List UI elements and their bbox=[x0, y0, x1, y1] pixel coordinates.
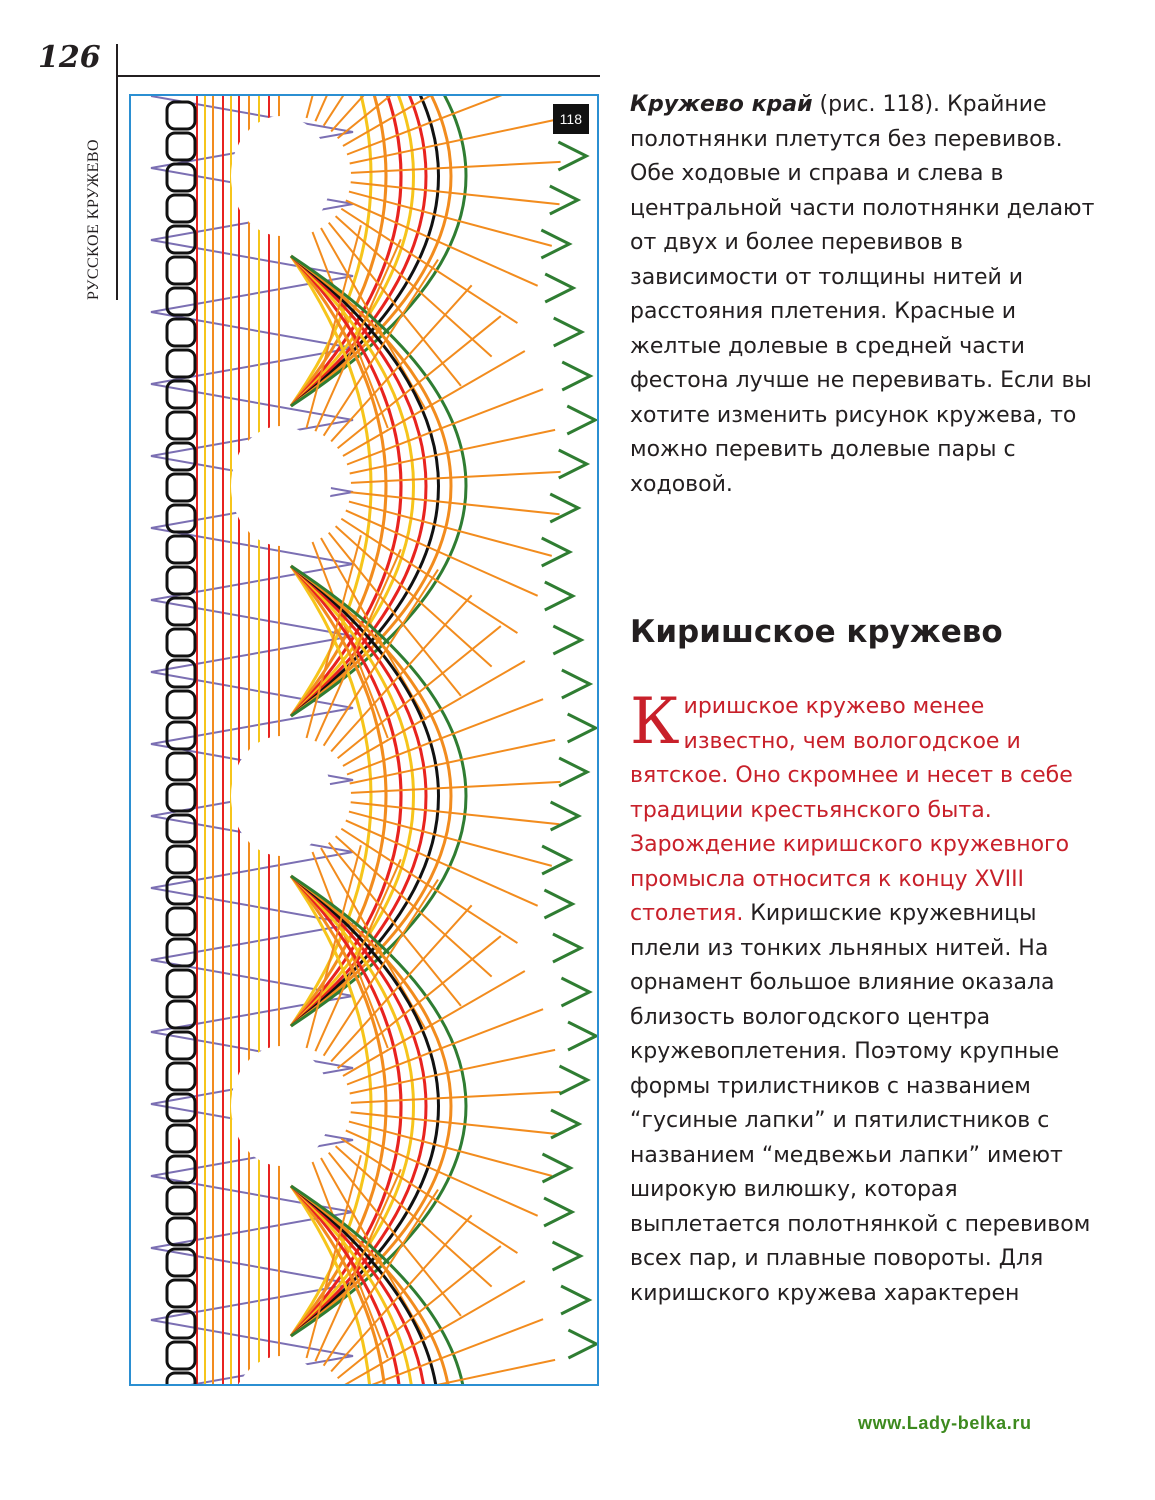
picot-tooth bbox=[553, 1242, 581, 1270]
picot-tooth bbox=[550, 186, 578, 214]
intro-text: (рис. 118). Крайние полотнянки плетутся без перевивов. Обе ходовые и справа и слева в центральной части полотнянки делают от двух и более перевивов в зависимости от толщины нитей и расстояния плетения. Красные и желтые долевые в средней части фестона лучше не перевивать. Если вы хотите изменить рисунок кружева, то можно перевить долевые пары с ходовой. bbox=[630, 92, 1095, 497]
picot-tooth bbox=[542, 538, 570, 566]
picot-tooth bbox=[559, 450, 587, 478]
picot-tooth bbox=[561, 1286, 589, 1314]
chain-link bbox=[167, 350, 195, 377]
scallop-center-opening bbox=[231, 426, 331, 546]
chain-link bbox=[167, 970, 195, 997]
picot-tooth bbox=[559, 758, 587, 786]
chain-link bbox=[167, 133, 195, 160]
scallop-center-opening bbox=[231, 1046, 331, 1166]
picot-tooth bbox=[568, 1330, 596, 1358]
picot-tooth bbox=[568, 714, 596, 742]
chain-link bbox=[167, 846, 195, 873]
chain-link bbox=[167, 443, 195, 470]
scallop-radial-thread bbox=[351, 1092, 561, 1103]
chain-link bbox=[167, 226, 195, 253]
chain-link bbox=[167, 1342, 195, 1369]
scallop-radial-thread bbox=[351, 472, 561, 483]
scallop-center-opening bbox=[231, 736, 331, 856]
chain-link bbox=[167, 753, 195, 780]
intro-paragraph bbox=[630, 88, 1100, 502]
section-body bbox=[630, 685, 1100, 1311]
chain-link bbox=[167, 257, 195, 284]
chain-link bbox=[167, 784, 195, 811]
chain-link bbox=[167, 164, 195, 191]
page-number: 126 bbox=[38, 40, 101, 75]
picot-tooth bbox=[542, 846, 570, 874]
picot-tooth bbox=[551, 802, 579, 830]
chain-link bbox=[167, 536, 195, 563]
chain-link bbox=[167, 598, 195, 625]
scallop-center-opening bbox=[231, 116, 331, 236]
picot-tooth bbox=[560, 1066, 588, 1094]
chain-link bbox=[167, 474, 195, 501]
chain-link bbox=[167, 288, 195, 315]
chain-link bbox=[167, 1063, 195, 1090]
section-red-text: иришское кружево менее известно, чем вологодское и вятское. Оно скромнее и несет в себе традиции крестьянского быта. Зарождение киришского кружевного промысла относится к концу XVIII столетия. bbox=[630, 694, 1073, 926]
figure-number-badge: 118 bbox=[553, 104, 589, 134]
picot-tooth bbox=[550, 494, 578, 522]
chain-link bbox=[167, 195, 195, 222]
lace-pattern-figure bbox=[129, 94, 599, 1386]
picot-tooth bbox=[553, 934, 581, 962]
picot-tooth bbox=[567, 406, 595, 434]
scallop-radial-thread bbox=[351, 782, 561, 793]
chain-link bbox=[167, 722, 195, 749]
picot-tooth bbox=[568, 1022, 596, 1050]
intro-lead: Кружево край bbox=[630, 92, 813, 117]
header-rule bbox=[118, 75, 600, 77]
lace-diagram bbox=[131, 96, 597, 1384]
picot-tooth bbox=[554, 318, 582, 346]
chain-link bbox=[167, 908, 195, 935]
picot-tooth bbox=[561, 978, 589, 1006]
chain-link bbox=[167, 381, 195, 408]
picot-tooth bbox=[544, 1198, 572, 1226]
section-title: Киришское кружево bbox=[630, 614, 1003, 650]
chain-link bbox=[167, 319, 195, 346]
scallop-radial-thread bbox=[351, 162, 561, 173]
picot-tooth bbox=[553, 626, 581, 654]
section-text: Киришские кружевницы плели из тонких льняных нитей. На орнамент большое влияние оказала близость вологодского центра кружевоплетения. Поэтому крупные формы трилистников с названием “гусиные лапки” и пятилистников с названием “медвежьи лапки” имеют широкую вилюшку, которая выплетается полотнянкой с перевивом всех пар, и плавные повороты. Для киришского кружева характерен bbox=[630, 901, 1091, 1306]
picot-tooth bbox=[558, 142, 586, 170]
running-head: РУССКОЕ КРУЖЕВО bbox=[85, 138, 102, 300]
chain-link bbox=[167, 567, 195, 594]
picot-tooth bbox=[542, 1154, 570, 1182]
picot-tooth bbox=[544, 890, 572, 918]
chain-link bbox=[167, 412, 195, 439]
side-rule bbox=[116, 44, 118, 300]
chain-link bbox=[167, 629, 195, 656]
chain-link bbox=[167, 691, 195, 718]
picot-tooth bbox=[562, 670, 590, 698]
picot-tooth bbox=[545, 274, 573, 302]
chain-link bbox=[167, 102, 195, 129]
picot-tooth bbox=[562, 362, 590, 390]
chain-link bbox=[167, 1125, 195, 1152]
footer-url: www.Lady-belka.ru bbox=[858, 1413, 1032, 1433]
drop-cap: К bbox=[630, 685, 680, 759]
chain-link bbox=[167, 1280, 195, 1307]
chain-link bbox=[167, 1187, 195, 1214]
picot-tooth bbox=[545, 582, 573, 610]
chain-link bbox=[167, 1373, 195, 1384]
chain-link bbox=[167, 505, 195, 532]
